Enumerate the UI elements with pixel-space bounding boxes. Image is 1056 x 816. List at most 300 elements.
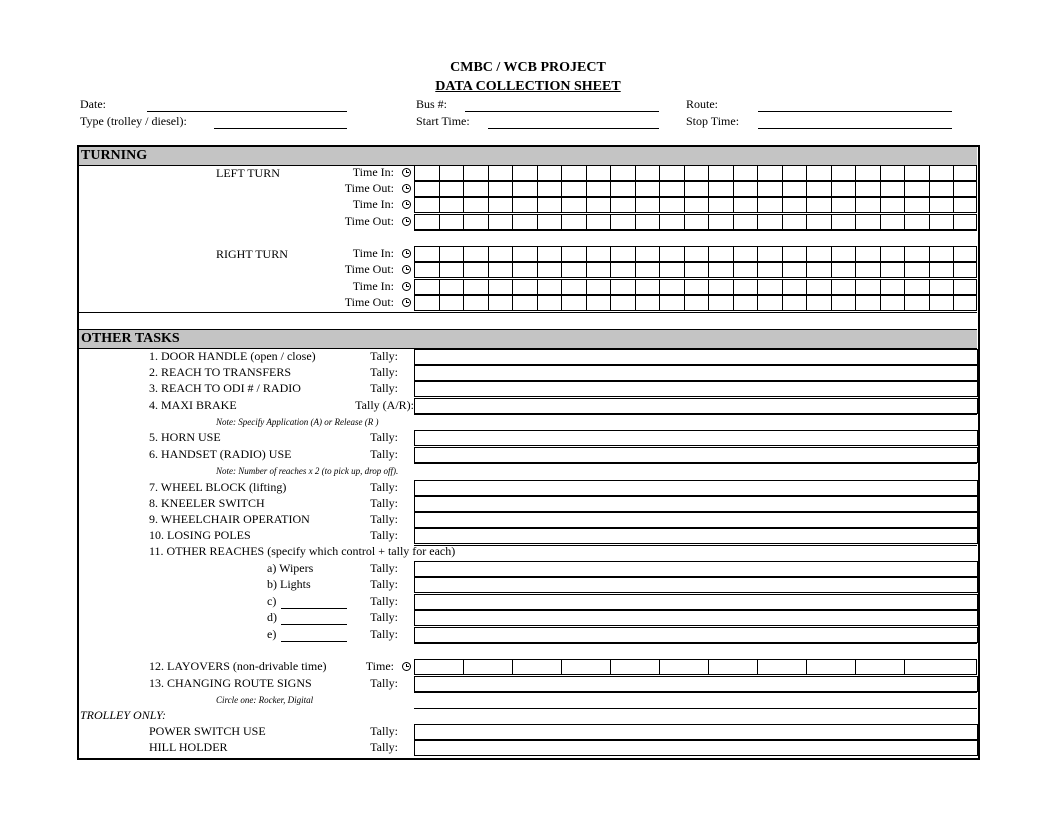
time-cell[interactable] bbox=[440, 197, 465, 213]
time-cell[interactable] bbox=[538, 197, 563, 213]
sub-lights: b) Lights bbox=[267, 577, 311, 591]
time-cell[interactable] bbox=[856, 262, 881, 278]
time-cell[interactable] bbox=[807, 295, 832, 311]
time-cell[interactable] bbox=[611, 262, 636, 278]
time-cell[interactable] bbox=[930, 181, 955, 197]
time-cell[interactable] bbox=[832, 181, 857, 197]
layover-time-cell[interactable] bbox=[611, 659, 660, 675]
time-cell[interactable] bbox=[856, 181, 881, 197]
time-cell[interactable] bbox=[856, 295, 881, 311]
time-cell[interactable] bbox=[489, 279, 514, 295]
item-power-switch: POWER SWITCH USE bbox=[149, 724, 266, 738]
tally-field[interactable] bbox=[414, 365, 978, 381]
time-cell[interactable] bbox=[464, 295, 489, 311]
time-cell[interactable] bbox=[660, 279, 685, 295]
time-cell[interactable] bbox=[440, 279, 465, 295]
time-cell[interactable] bbox=[513, 279, 538, 295]
time-cell[interactable] bbox=[489, 295, 514, 311]
time-cell[interactable] bbox=[856, 279, 881, 295]
turning-heading: TURNING bbox=[81, 148, 148, 163]
time-cell[interactable] bbox=[954, 165, 977, 181]
time-out-label: Time Out: bbox=[344, 214, 394, 228]
time-cell[interactable] bbox=[807, 246, 832, 262]
time-cell[interactable] bbox=[440, 262, 465, 278]
item-wheelchair-operation: 9. WHEELCHAIR OPERATION bbox=[149, 512, 310, 526]
time-cell[interactable] bbox=[489, 181, 514, 197]
time-cell[interactable] bbox=[440, 246, 465, 262]
time-cell[interactable] bbox=[783, 262, 808, 278]
tally-field[interactable] bbox=[414, 480, 978, 496]
time-cell[interactable] bbox=[783, 214, 808, 230]
time-cell[interactable] bbox=[440, 295, 465, 311]
time-cell[interactable] bbox=[538, 295, 563, 311]
clock-icon bbox=[402, 168, 411, 177]
time-cell[interactable] bbox=[660, 214, 685, 230]
time-cell[interactable] bbox=[856, 214, 881, 230]
time-cell[interactable] bbox=[685, 181, 710, 197]
time-cell[interactable] bbox=[783, 165, 808, 181]
time-cell[interactable] bbox=[930, 165, 955, 181]
date-field[interactable] bbox=[147, 111, 347, 112]
time-grid-row bbox=[414, 262, 977, 278]
row-divider bbox=[414, 708, 977, 709]
time-cell[interactable] bbox=[758, 246, 783, 262]
time-cell[interactable] bbox=[905, 279, 930, 295]
time-cell[interactable] bbox=[611, 181, 636, 197]
time-cell[interactable] bbox=[440, 181, 465, 197]
time-cell[interactable] bbox=[685, 165, 710, 181]
time-cell[interactable] bbox=[734, 181, 759, 197]
time-cell[interactable] bbox=[954, 295, 977, 311]
time-cell[interactable] bbox=[758, 214, 783, 230]
time-cell[interactable] bbox=[685, 246, 710, 262]
time-cell[interactable] bbox=[807, 214, 832, 230]
time-cell[interactable] bbox=[685, 279, 710, 295]
time-cell[interactable] bbox=[905, 165, 930, 181]
tally-label: Tally: bbox=[370, 381, 398, 395]
tally-field[interactable] bbox=[414, 594, 978, 610]
time-cell[interactable] bbox=[709, 279, 734, 295]
time-cell[interactable] bbox=[758, 165, 783, 181]
time-cell[interactable] bbox=[734, 246, 759, 262]
time-grid-row bbox=[414, 295, 977, 311]
clock-icon bbox=[402, 217, 411, 226]
item-losing-poles: 10. LOSING POLES bbox=[149, 528, 251, 542]
bus-label: Bus #: bbox=[416, 97, 448, 111]
time-cell[interactable] bbox=[538, 279, 563, 295]
sub-e: e) bbox=[267, 627, 277, 641]
time-cell[interactable] bbox=[832, 165, 857, 181]
time-cell[interactable] bbox=[734, 165, 759, 181]
time-cell[interactable] bbox=[832, 246, 857, 262]
time-cell[interactable] bbox=[464, 181, 489, 197]
start-time-label: Start Time: bbox=[416, 114, 470, 128]
time-cell[interactable] bbox=[513, 246, 538, 262]
time-cell[interactable] bbox=[832, 295, 857, 311]
route-label: Route: bbox=[686, 97, 718, 111]
layover-time-cell[interactable] bbox=[562, 659, 611, 675]
time-cell[interactable] bbox=[856, 165, 881, 181]
layover-time-cell[interactable] bbox=[856, 659, 905, 675]
time-cell[interactable] bbox=[905, 197, 930, 213]
stop-time-field[interactable] bbox=[758, 128, 952, 129]
time-cell[interactable] bbox=[587, 181, 612, 197]
time-cell[interactable] bbox=[954, 279, 977, 295]
time-cell[interactable] bbox=[930, 262, 955, 278]
time-cell[interactable] bbox=[758, 279, 783, 295]
time-cell[interactable] bbox=[611, 214, 636, 230]
tally-field[interactable] bbox=[414, 381, 978, 397]
time-cell[interactable] bbox=[709, 214, 734, 230]
time-cell[interactable] bbox=[611, 197, 636, 213]
time-cell[interactable] bbox=[783, 295, 808, 311]
time-cell[interactable] bbox=[954, 262, 977, 278]
time-cell[interactable] bbox=[954, 214, 977, 230]
time-cell[interactable] bbox=[415, 197, 440, 213]
note-handset: Note: Number of reaches x 2 (to pick up, drop off). bbox=[216, 466, 399, 476]
time-cell[interactable] bbox=[856, 246, 881, 262]
tally-label: Tally: bbox=[370, 577, 398, 591]
time-cell[interactable] bbox=[538, 181, 563, 197]
time-cell[interactable] bbox=[905, 181, 930, 197]
time-cell[interactable] bbox=[562, 165, 587, 181]
time-cell[interactable] bbox=[587, 262, 612, 278]
time-cell[interactable] bbox=[758, 181, 783, 197]
clock-icon bbox=[402, 265, 411, 274]
time-cell[interactable] bbox=[758, 197, 783, 213]
clock-icon bbox=[402, 200, 411, 209]
tally-label: Tally: bbox=[370, 561, 398, 575]
time-cell[interactable] bbox=[709, 262, 734, 278]
sub-wipers: a) Wipers bbox=[267, 561, 314, 575]
time-cell[interactable] bbox=[660, 295, 685, 311]
item-other-reaches: 11. OTHER REACHES (specify which control + tally for each) bbox=[149, 544, 456, 558]
time-cell[interactable] bbox=[415, 214, 440, 230]
time-out-label: Time Out: bbox=[344, 181, 394, 195]
time-cell[interactable] bbox=[415, 246, 440, 262]
time-cell[interactable] bbox=[587, 197, 612, 213]
time-cell[interactable] bbox=[587, 295, 612, 311]
time-cell[interactable] bbox=[660, 197, 685, 213]
time-cell[interactable] bbox=[538, 214, 563, 230]
tally-label: Tally: bbox=[370, 627, 398, 641]
time-cell[interactable] bbox=[881, 197, 906, 213]
time-cell[interactable] bbox=[930, 214, 955, 230]
tally-field[interactable] bbox=[414, 447, 978, 463]
time-cell[interactable] bbox=[538, 165, 563, 181]
time-cell[interactable] bbox=[832, 262, 857, 278]
item-maxi-brake: 4. MAXI BRAKE bbox=[149, 398, 237, 412]
time-cell[interactable] bbox=[562, 181, 587, 197]
time-cell[interactable] bbox=[881, 214, 906, 230]
time-cell[interactable] bbox=[513, 197, 538, 213]
time-cell[interactable] bbox=[587, 246, 612, 262]
tally-field[interactable] bbox=[414, 676, 978, 692]
time-cell[interactable] bbox=[709, 181, 734, 197]
time-grid-row bbox=[414, 197, 977, 213]
time-cell[interactable] bbox=[636, 262, 661, 278]
tally-field[interactable] bbox=[414, 610, 978, 626]
time-cell[interactable] bbox=[709, 295, 734, 311]
time-cell[interactable] bbox=[415, 165, 440, 181]
time-grid-row bbox=[414, 246, 977, 262]
time-cell[interactable] bbox=[489, 262, 514, 278]
time-cell[interactable] bbox=[464, 197, 489, 213]
time-cell[interactable] bbox=[415, 181, 440, 197]
item-layovers: 12. LAYOVERS (non-drivable time) bbox=[149, 659, 327, 673]
time-cell[interactable] bbox=[464, 165, 489, 181]
time-cell[interactable] bbox=[611, 165, 636, 181]
time-grid-row bbox=[414, 165, 977, 181]
time-cell[interactable] bbox=[513, 262, 538, 278]
start-time-field[interactable] bbox=[488, 128, 659, 129]
time-cell[interactable] bbox=[807, 279, 832, 295]
time-cell[interactable] bbox=[905, 214, 930, 230]
layover-time-cell[interactable] bbox=[807, 659, 856, 675]
time-cell[interactable] bbox=[636, 197, 661, 213]
layover-time-cell[interactable] bbox=[905, 659, 977, 675]
time-grid-row bbox=[414, 279, 977, 295]
time-cell[interactable] bbox=[562, 246, 587, 262]
layover-time-cell[interactable] bbox=[415, 659, 464, 675]
time-cell[interactable] bbox=[783, 181, 808, 197]
time-cell[interactable] bbox=[832, 197, 857, 213]
form-subtitle: DATA COLLECTION SHEET bbox=[435, 79, 621, 94]
item-handset-use: 6. HANDSET (RADIO) USE bbox=[149, 447, 292, 461]
right-turn-label: RIGHT TURN bbox=[216, 247, 288, 261]
time-cell[interactable] bbox=[538, 246, 563, 262]
time-cell[interactable] bbox=[660, 246, 685, 262]
time-cell[interactable] bbox=[587, 279, 612, 295]
time-cell[interactable] bbox=[636, 165, 661, 181]
time-cell[interactable] bbox=[709, 246, 734, 262]
time-cell[interactable] bbox=[758, 295, 783, 311]
tally-field[interactable] bbox=[414, 528, 978, 544]
time-cell[interactable] bbox=[587, 214, 612, 230]
time-cell[interactable] bbox=[881, 262, 906, 278]
time-cell[interactable] bbox=[513, 295, 538, 311]
time-cell[interactable] bbox=[415, 262, 440, 278]
time-cell[interactable] bbox=[807, 262, 832, 278]
tally-label: Tally: bbox=[370, 365, 398, 379]
time-cell[interactable] bbox=[734, 295, 759, 311]
time-cell[interactable] bbox=[734, 262, 759, 278]
time-cell[interactable] bbox=[513, 181, 538, 197]
time-cell[interactable] bbox=[440, 214, 465, 230]
time-cell[interactable] bbox=[685, 214, 710, 230]
time-cell[interactable] bbox=[856, 197, 881, 213]
layover-time-cell[interactable] bbox=[660, 659, 709, 675]
time-cell[interactable] bbox=[489, 165, 514, 181]
tally-label: Tally: bbox=[370, 512, 398, 526]
time-cell[interactable] bbox=[513, 214, 538, 230]
time-cell[interactable] bbox=[758, 262, 783, 278]
other-tasks-heading: OTHER TASKS bbox=[81, 331, 180, 346]
tally-field[interactable] bbox=[414, 496, 978, 512]
tally-field[interactable] bbox=[414, 349, 978, 365]
time-cell[interactable] bbox=[611, 279, 636, 295]
time-grid-row bbox=[414, 214, 977, 230]
time-cell[interactable] bbox=[783, 197, 808, 213]
note-maxi-brake: Note: Specify Application (A) or Release (R ) bbox=[216, 417, 379, 427]
time-cell[interactable] bbox=[832, 279, 857, 295]
clock-icon bbox=[402, 298, 411, 307]
tally-label: Tally (A/R): bbox=[355, 398, 414, 412]
layover-time-cell[interactable] bbox=[513, 659, 562, 675]
time-cell[interactable] bbox=[930, 279, 955, 295]
time-cell[interactable] bbox=[881, 165, 906, 181]
time-cell[interactable] bbox=[538, 262, 563, 278]
time-cell[interactable] bbox=[415, 295, 440, 311]
time-cell[interactable] bbox=[636, 295, 661, 311]
time-cell[interactable] bbox=[636, 214, 661, 230]
time-in-label: Time In: bbox=[352, 165, 394, 179]
time-cell[interactable] bbox=[636, 279, 661, 295]
time-cell[interactable] bbox=[734, 214, 759, 230]
sub-e-field[interactable] bbox=[281, 641, 347, 642]
tally-label: Tally: bbox=[370, 528, 398, 542]
time-cell[interactable] bbox=[783, 246, 808, 262]
tally-field[interactable] bbox=[414, 430, 978, 446]
time-cell[interactable] bbox=[464, 262, 489, 278]
time-cell[interactable] bbox=[685, 197, 710, 213]
time-cell[interactable] bbox=[807, 197, 832, 213]
time-cell[interactable] bbox=[464, 214, 489, 230]
time-cell[interactable] bbox=[783, 279, 808, 295]
time-cell[interactable] bbox=[954, 197, 977, 213]
sub-c: c) bbox=[267, 594, 277, 608]
time-cell[interactable] bbox=[587, 165, 612, 181]
tally-field[interactable] bbox=[414, 740, 978, 756]
stop-time-label: Stop Time: bbox=[686, 114, 740, 128]
row-divider bbox=[414, 692, 977, 693]
tally-field[interactable] bbox=[414, 577, 978, 593]
tally-label: Tally: bbox=[370, 480, 398, 494]
tally-field[interactable] bbox=[414, 627, 978, 643]
tally-label: Tally: bbox=[370, 676, 398, 690]
layover-time-cell[interactable] bbox=[709, 659, 758, 675]
tally-field[interactable] bbox=[414, 724, 978, 740]
tally-label: Tally: bbox=[370, 740, 398, 754]
time-cell[interactable] bbox=[636, 246, 661, 262]
time-cell[interactable] bbox=[464, 279, 489, 295]
time-cell[interactable] bbox=[930, 246, 955, 262]
time-cell[interactable] bbox=[807, 165, 832, 181]
time-cell[interactable] bbox=[660, 165, 685, 181]
time-cell[interactable] bbox=[562, 295, 587, 311]
tally-field[interactable] bbox=[414, 398, 978, 414]
turning-heading-band bbox=[79, 146, 977, 166]
item-horn-use: 5. HORN USE bbox=[149, 430, 221, 444]
row-divider bbox=[79, 312, 977, 313]
item-hill-holder: HILL HOLDER bbox=[149, 740, 228, 754]
other-tasks-heading-band bbox=[79, 329, 977, 349]
time-cell[interactable] bbox=[489, 246, 514, 262]
time-cell[interactable] bbox=[685, 262, 710, 278]
time-cell[interactable] bbox=[881, 181, 906, 197]
time-cell[interactable] bbox=[489, 214, 514, 230]
time-cell[interactable] bbox=[660, 262, 685, 278]
time-cell[interactable] bbox=[905, 246, 930, 262]
layover-time-cell[interactable] bbox=[464, 659, 513, 675]
row-divider bbox=[414, 643, 977, 644]
left-turn-label: LEFT TURN bbox=[216, 166, 280, 180]
time-cell[interactable] bbox=[954, 181, 977, 197]
time-cell[interactable] bbox=[709, 197, 734, 213]
time-out-label: Time Out: bbox=[344, 262, 394, 276]
time-cell[interactable] bbox=[611, 246, 636, 262]
tally-field[interactable] bbox=[414, 561, 978, 577]
time-cell[interactable] bbox=[562, 197, 587, 213]
time-cell[interactable] bbox=[562, 214, 587, 230]
trolley-only-label: TROLLEY ONLY: bbox=[80, 708, 167, 722]
time-cell[interactable] bbox=[930, 197, 955, 213]
item-kneeler-switch: 8. KNEELER SWITCH bbox=[149, 496, 265, 510]
time-cell[interactable] bbox=[611, 295, 636, 311]
time-grid-row bbox=[414, 181, 977, 197]
tally-label: Tally: bbox=[370, 724, 398, 738]
time-cell[interactable] bbox=[562, 279, 587, 295]
time-cell[interactable] bbox=[734, 197, 759, 213]
time-cell[interactable] bbox=[881, 246, 906, 262]
time-cell[interactable] bbox=[930, 295, 955, 311]
item-wheel-block: 7. WHEEL BLOCK (lifting) bbox=[149, 480, 287, 494]
type-field[interactable] bbox=[214, 128, 347, 129]
time-cell[interactable] bbox=[905, 295, 930, 311]
sub-c-field[interactable] bbox=[281, 608, 347, 609]
row-divider bbox=[414, 414, 977, 415]
tally-label: Tally: bbox=[370, 349, 398, 363]
time-cell[interactable] bbox=[660, 181, 685, 197]
time-cell[interactable] bbox=[807, 181, 832, 197]
date-label: Date: bbox=[80, 97, 106, 111]
time-cell[interactable] bbox=[709, 165, 734, 181]
time-cell[interactable] bbox=[881, 295, 906, 311]
time-label: Time: bbox=[365, 659, 394, 673]
bus-field[interactable] bbox=[465, 111, 659, 112]
tally-field[interactable] bbox=[414, 512, 978, 528]
route-field[interactable] bbox=[758, 111, 952, 112]
time-cell[interactable] bbox=[562, 262, 587, 278]
time-cell[interactable] bbox=[905, 262, 930, 278]
clock-icon bbox=[402, 662, 411, 671]
time-cell[interactable] bbox=[415, 279, 440, 295]
time-cell[interactable] bbox=[734, 279, 759, 295]
time-cell[interactable] bbox=[636, 181, 661, 197]
note-circle-one: Circle one: Rocker, Digital bbox=[216, 695, 314, 705]
time-cell[interactable] bbox=[881, 279, 906, 295]
item-door-handle: 1. DOOR HANDLE (open / close) bbox=[149, 349, 316, 363]
time-cell[interactable] bbox=[464, 246, 489, 262]
time-in-label: Time In: bbox=[352, 197, 394, 211]
time-cell[interactable] bbox=[832, 214, 857, 230]
time-cell[interactable] bbox=[489, 197, 514, 213]
time-cell[interactable] bbox=[513, 165, 538, 181]
tally-label: Tally: bbox=[370, 610, 398, 624]
item-reach-transfers: 2. REACH TO TRANSFERS bbox=[149, 365, 292, 379]
row-divider bbox=[414, 545, 977, 546]
layover-time-cell[interactable] bbox=[758, 659, 807, 675]
time-cell[interactable] bbox=[685, 295, 710, 311]
tally-label: Tally: bbox=[370, 430, 398, 444]
clock-icon bbox=[402, 249, 411, 258]
sub-d-field[interactable] bbox=[281, 624, 347, 625]
time-cell[interactable] bbox=[954, 246, 977, 262]
clock-icon bbox=[402, 184, 411, 193]
time-in-label: Time In: bbox=[352, 279, 394, 293]
tally-label: Tally: bbox=[370, 496, 398, 510]
time-cell[interactable] bbox=[440, 165, 465, 181]
